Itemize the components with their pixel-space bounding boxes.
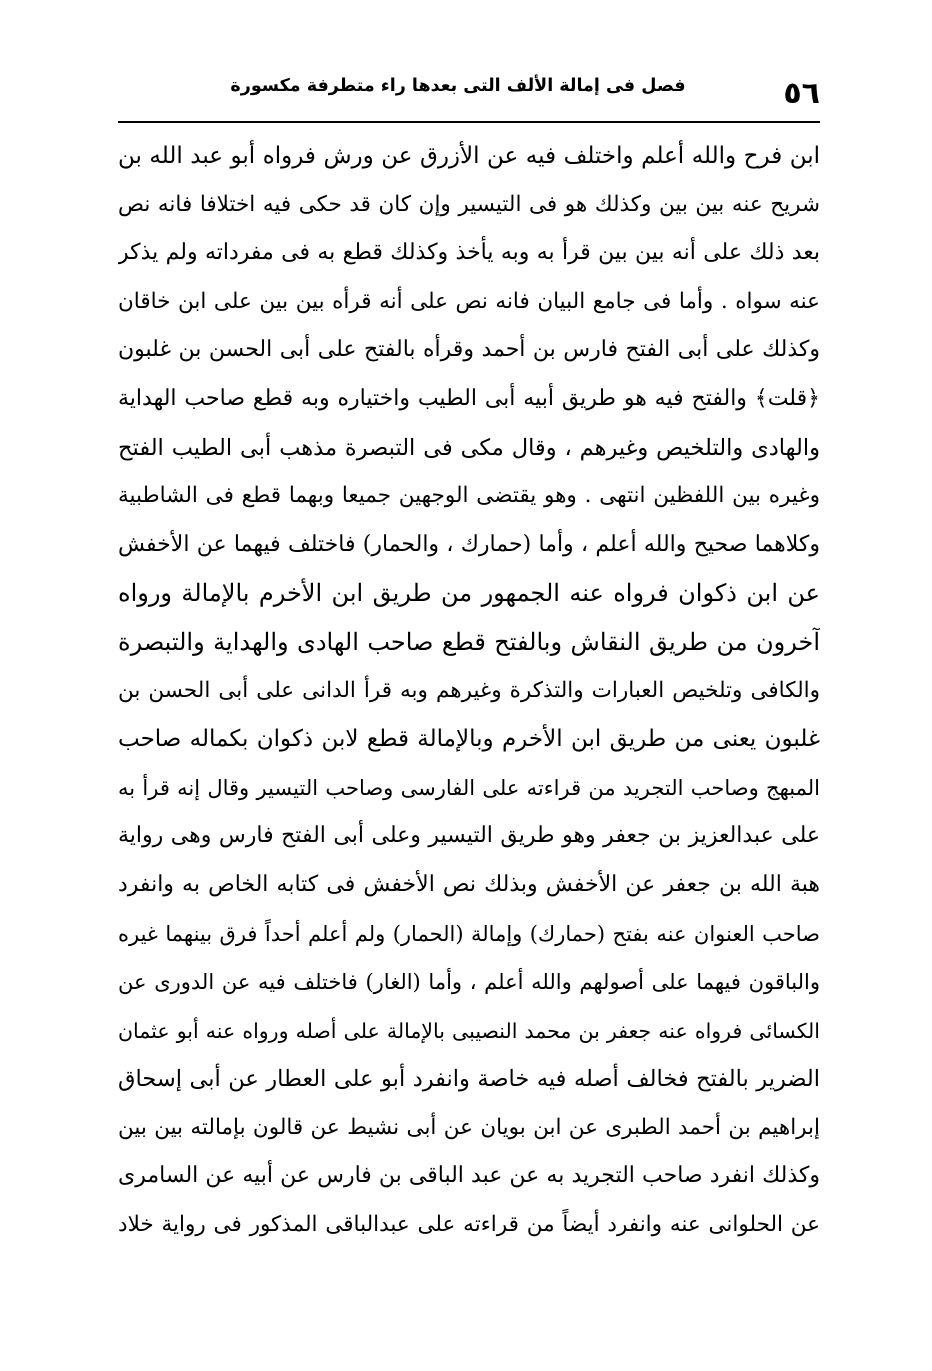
page-header [118,70,820,120]
text-line: الكسائى فرواه عنه جعفر بن محمد النصيبى بالإمالة على أصله ورواه عنه أبو عثمان [118,1018,820,1043]
text-line: على عبدالعزيز بن جعفر وهو طريق التيسير وعلى أبى الفتح فارس وهى رواية [118,823,820,849]
text-line: والكافى وتلخيص العبارات والتذكرة وغيرهم وبه قرأ الدانى على أبى الحسن بن [118,677,820,703]
text-line: إبراهيم بن أحمد الطبرى عن ابن بويان عن أبى نشيط عن قالون بإمالته بين بين [118,1114,820,1140]
body-text [118,132,820,1250]
text-line: غلبون يعنى من طريق ابن الأخرم وبالإمالة قطع لابن ذكوان بكماله صاحب [118,726,820,753]
text-line: والباقون فيهما على أصولهم والله أعلم ، وأما (الغار) فاختلف فيه عن الدورى عن [118,970,820,995]
text-line: عن الحلوانى عنه وانفرد أيضاً من قراءته على عبدالباقى المذكور فى رواية خلاد [118,1212,820,1238]
text-line: بعد ذلك على أنه بين بين قرأ به وبه يأخذ وكذلك قطع به فى مفرداته ولم يذكر [118,240,820,266]
text-line: شريح عنه بين بين وكذلك هو فى التيسير وإن كان قد حكى فيه اختلافا فانه نص [118,191,820,217]
text-line: وغيره بين اللفظين انتهى . وهو يقتضى الوجهين جميعا وبهما قطع فى الشاطبية [118,483,820,509]
text-line: الضرير بالفتح فخالف أصله فيه خاصة وانفرد أبو على العطار عن أبى إسحاق [118,1066,820,1093]
text-line: وكذلك انفرد صاحب التجريد به عن عبد الباقى بن فارس عن أبيه عن السامرى [118,1163,820,1189]
text-line: عنه سواه . وأما فى جامع البيان فانه نص على أنه قرأه بين بين على ابن خاقان [118,288,820,314]
text-line: هبة الله بن جعفر عن الأخفش وبذلك نص الأخفش فى كتابه الخاص به وانفرد [118,871,820,897]
text-line: ابن فرح والله أعلم واختلف فيه عن الأزرق عن ورش فرواه أبو عبد الله بن [118,143,820,169]
text-line: وكلاهما صحيح والله أعلم ، وأما (حمارك ، والحمار) فاختلف فيهما عن الأخفش [118,531,820,557]
running-title: فصل فى إمالة الألف التى بعدها راء متطرفة مكسورة [230,76,686,96]
text-line: المبهج وصاحب التجريد من قراءته على الفارسى وصاحب التيسير وقال إنه قرأ به [118,775,820,800]
page-number: ٥٦ [783,76,820,111]
text-line: عن ابن ذكوان فرواه عنه الجمهور من طريق ابن الأخرم بالإمالة ورواه [118,579,820,608]
text-line: ﴿قلت﴾ والفتح فيه هو طريق أبيه أبى الطيب واختياره وبه قطع صاحب الهداية [118,385,820,411]
header-divider [118,121,820,123]
text-line: آخرون من طريق النقاش وبالفتح قطع صاحب الهادى والهداية والتبصرة [118,627,820,656]
text-line: وكذلك على أبى الفتح فارس بن أحمد وقرأه بالفتح على أبى الحسن بن غلبون [118,337,820,363]
text-line: صاحب العنوان عنه بفتح (حمارك) وإمالة (الحمار) ولم أعلم أحداً فرق بينهما غيره [118,921,820,946]
text-line: والهادى والتلخيص وغيرهم ، وقال مكى فى التبصرة مذهب أبى الطيب الفتح [118,434,820,461]
